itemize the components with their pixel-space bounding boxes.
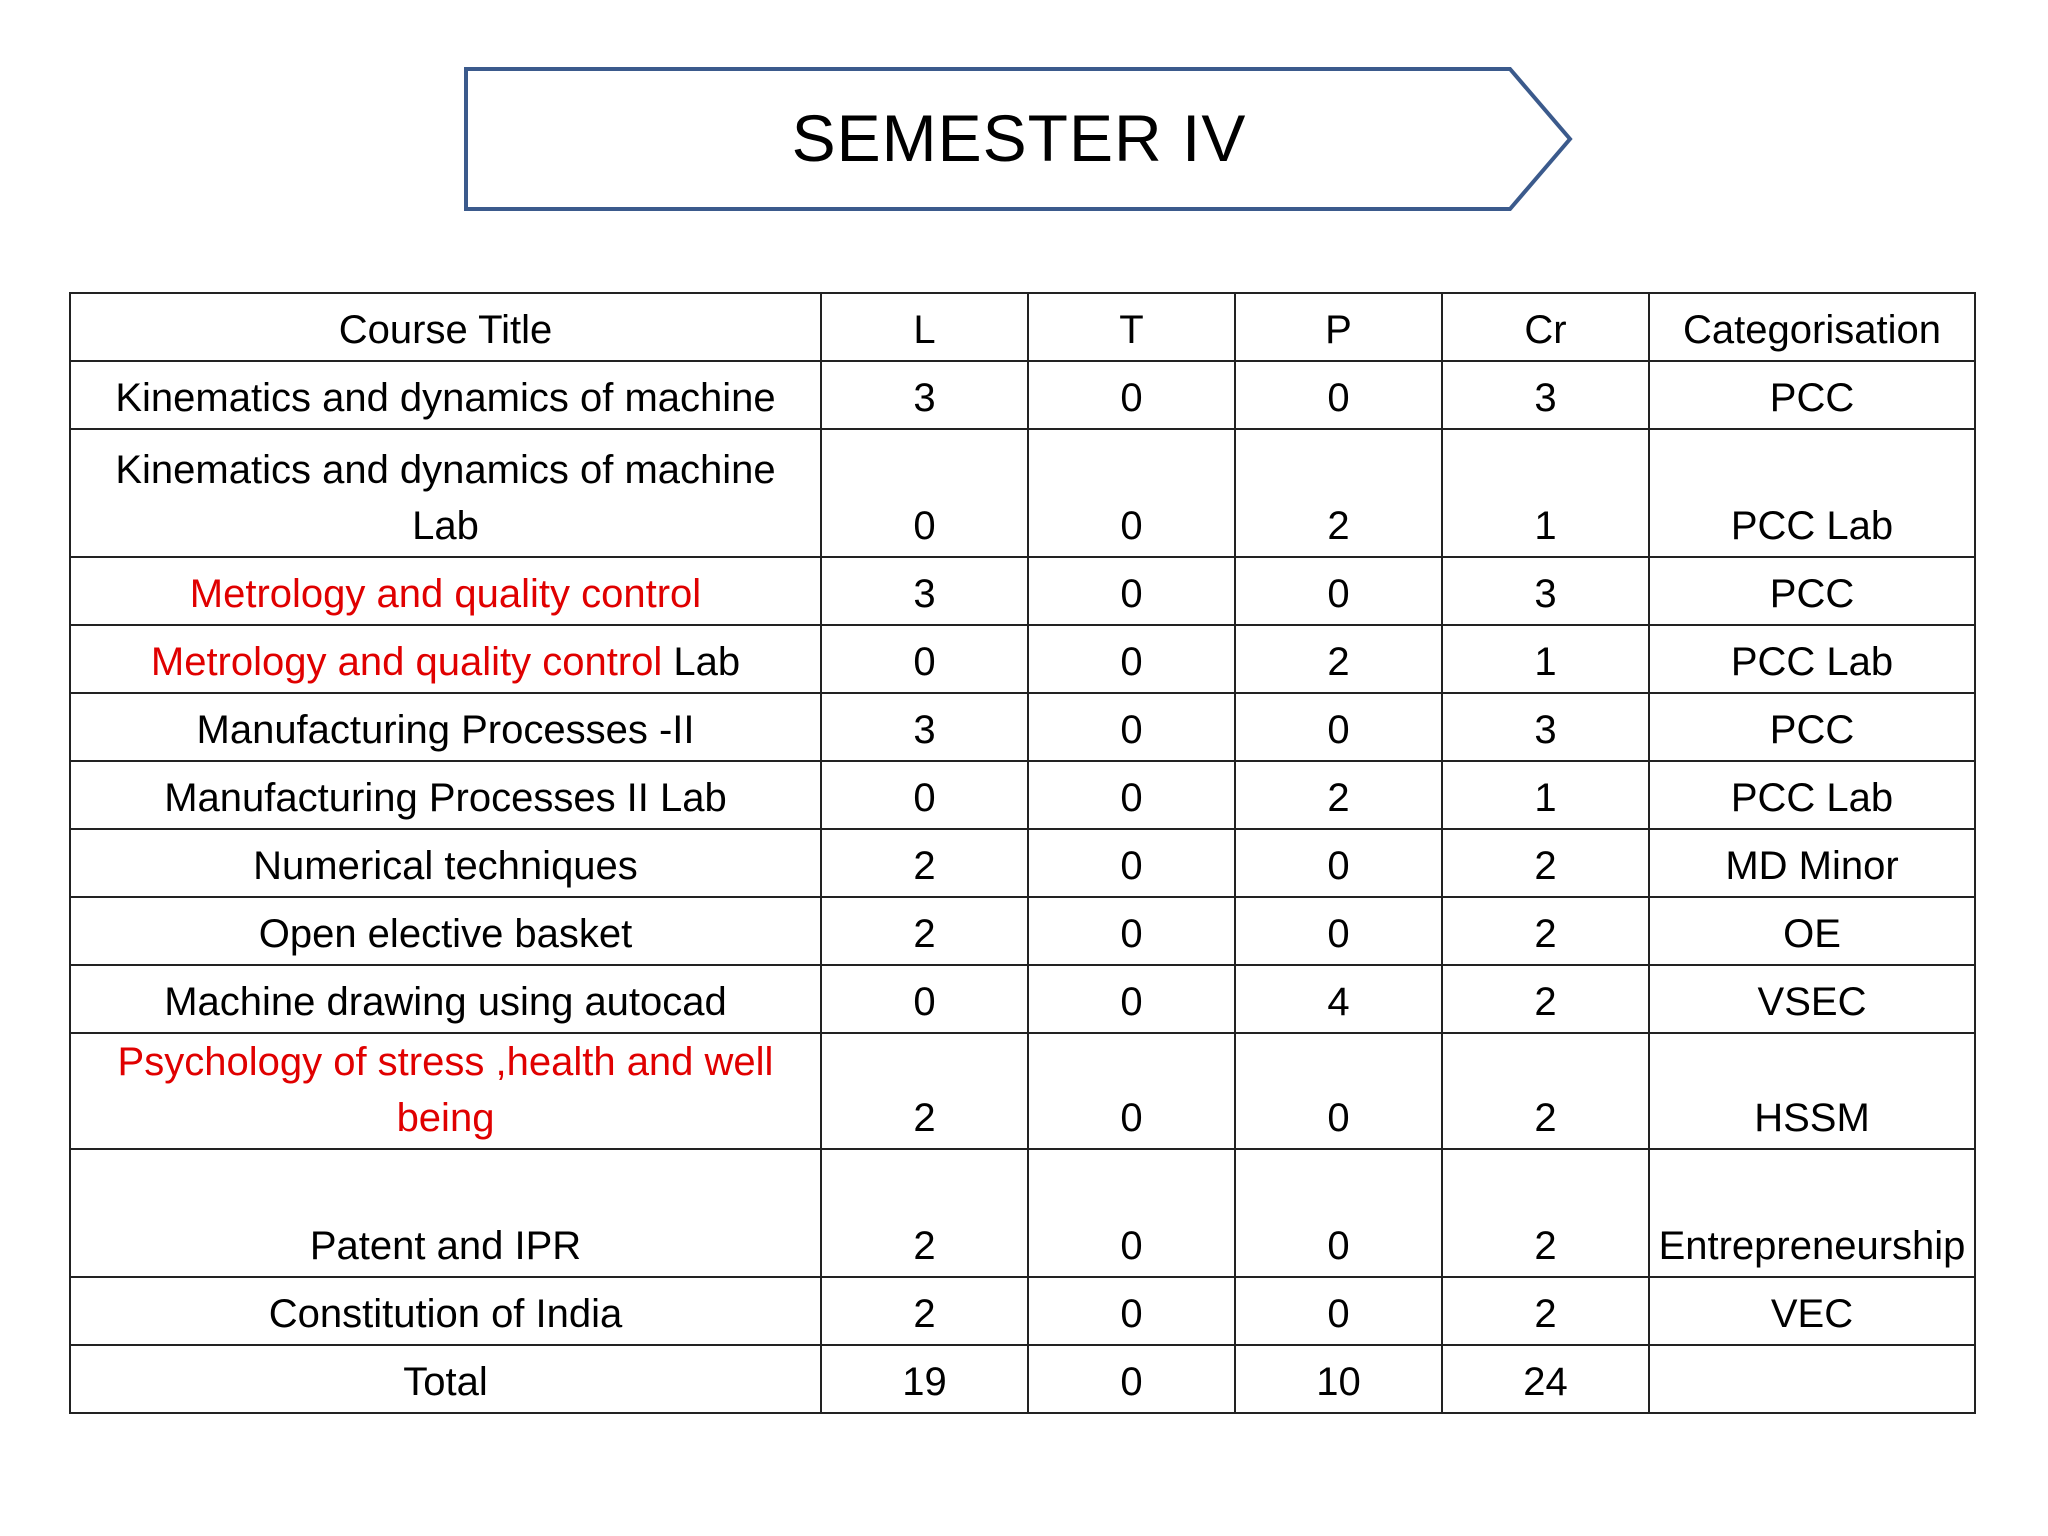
total-cr: 24 — [1442, 1345, 1649, 1413]
course-title-suffix: Lab — [662, 640, 741, 684]
cell-p: 0 — [1235, 361, 1442, 429]
header-cr: Cr — [1442, 293, 1649, 361]
header-course-title: Course Title — [70, 293, 821, 361]
header-p: P — [1235, 293, 1442, 361]
course-title: Kinematics and dynamics of machine — [70, 361, 821, 429]
table-row — [70, 965, 1975, 1033]
header-categorisation: Categorisation — [1649, 293, 1975, 361]
total-label: Total — [70, 1345, 821, 1413]
cell-category: OE — [1649, 897, 1975, 965]
cell-t: 0 — [1028, 829, 1235, 897]
cell-category: PCC Lab — [1649, 761, 1975, 829]
course-title: Numerical techniques — [70, 829, 821, 897]
cell-p: 2 — [1235, 625, 1442, 693]
cell-t: 0 — [1028, 1277, 1235, 1345]
cell-cr: 2 — [1442, 1033, 1649, 1149]
cell-l: 2 — [821, 829, 1028, 897]
cell-p: 0 — [1235, 693, 1442, 761]
cell-cr: 3 — [1442, 693, 1649, 761]
cell-t: 0 — [1028, 965, 1235, 1033]
cell-l: 3 — [821, 693, 1028, 761]
total-t: 0 — [1028, 1345, 1235, 1413]
table-row — [70, 693, 1975, 761]
cell-t: 0 — [1028, 557, 1235, 625]
cell-t: 0 — [1028, 761, 1235, 829]
cell-cr: 2 — [1442, 897, 1649, 965]
table-row — [70, 1149, 1975, 1277]
table-row — [70, 897, 1975, 965]
cell-category: HSSM — [1649, 1033, 1975, 1149]
cell-category: VEC — [1649, 1277, 1975, 1345]
course-title: Metrology and quality control — [70, 557, 821, 625]
cell-p: 0 — [1235, 1277, 1442, 1345]
cell-category: PCC Lab — [1649, 625, 1975, 693]
cell-category: PCC — [1649, 361, 1975, 429]
course-title: Machine drawing using autocad — [70, 965, 821, 1033]
cell-p: 0 — [1235, 829, 1442, 897]
cell-category: PCC — [1649, 693, 1975, 761]
cell-t: 0 — [1028, 429, 1235, 557]
table-row — [70, 361, 1975, 429]
cell-p: 0 — [1235, 557, 1442, 625]
cell-category: MD Minor — [1649, 829, 1975, 897]
course-title: Psychology of stress ,health and well being — [70, 1033, 821, 1149]
cell-cr: 3 — [1442, 557, 1649, 625]
cell-p: 0 — [1235, 1149, 1442, 1277]
cell-l: 2 — [821, 1277, 1028, 1345]
cell-category: PCC Lab — [1649, 429, 1975, 557]
total-l: 19 — [821, 1345, 1028, 1413]
table-row — [70, 761, 1975, 829]
cell-l: 0 — [821, 761, 1028, 829]
course-title-highlighted: Metrology and quality control — [150, 640, 663, 684]
cell-l: 0 — [821, 965, 1028, 1033]
cell-l: 2 — [821, 897, 1028, 965]
course-title: Kinematics and dynamics of machine Lab — [70, 429, 821, 557]
cell-p: 0 — [1235, 897, 1442, 965]
total-category — [1649, 1345, 1975, 1413]
cell-cr: 2 — [1442, 1149, 1649, 1277]
cell-cr: 2 — [1442, 965, 1649, 1033]
course-title: Open elective basket — [70, 897, 821, 965]
cell-l: 3 — [821, 361, 1028, 429]
cell-cr: 1 — [1442, 761, 1649, 829]
course-title: Patent and IPR — [70, 1149, 821, 1277]
table-row — [70, 1277, 1975, 1345]
table-total-row — [70, 1345, 1975, 1413]
cell-t: 0 — [1028, 693, 1235, 761]
cell-p: 0 — [1235, 1033, 1442, 1149]
course-title: Manufacturing Processes II Lab — [70, 761, 821, 829]
total-p: 10 — [1235, 1345, 1442, 1413]
cell-cr: 1 — [1442, 625, 1649, 693]
course-title: Constitution of India — [70, 1277, 821, 1345]
title-banner — [464, 67, 1574, 211]
cell-category: VSEC — [1649, 965, 1975, 1033]
cell-p: 2 — [1235, 429, 1442, 557]
header-t: T — [1028, 293, 1235, 361]
cell-category: Entrepreneurship — [1649, 1149, 1975, 1277]
cell-cr: 2 — [1442, 1277, 1649, 1345]
cell-t: 0 — [1028, 361, 1235, 429]
course-title — [70, 625, 821, 693]
table-header-row — [70, 293, 1975, 361]
cell-p: 2 — [1235, 761, 1442, 829]
cell-p: 4 — [1235, 965, 1442, 1033]
cell-l: 3 — [821, 557, 1028, 625]
table-row — [70, 625, 1975, 693]
course-title: Manufacturing Processes -II — [70, 693, 821, 761]
cell-l: 0 — [821, 429, 1028, 557]
table-row — [70, 829, 1975, 897]
cell-cr: 1 — [1442, 429, 1649, 557]
cell-cr: 2 — [1442, 829, 1649, 897]
page-title: SEMESTER IV — [791, 101, 1247, 175]
cell-category: PCC — [1649, 557, 1975, 625]
cell-l: 2 — [821, 1149, 1028, 1277]
course-table — [69, 292, 1976, 1414]
table-row — [70, 557, 1975, 625]
header-l: L — [821, 293, 1028, 361]
cell-t: 0 — [1028, 897, 1235, 965]
cell-l: 2 — [821, 1033, 1028, 1149]
table-row — [70, 1033, 1975, 1149]
cell-cr: 3 — [1442, 361, 1649, 429]
cell-t: 0 — [1028, 1033, 1235, 1149]
table-row — [70, 429, 1975, 557]
cell-t: 0 — [1028, 1149, 1235, 1277]
cell-t: 0 — [1028, 625, 1235, 693]
cell-l: 0 — [821, 625, 1028, 693]
